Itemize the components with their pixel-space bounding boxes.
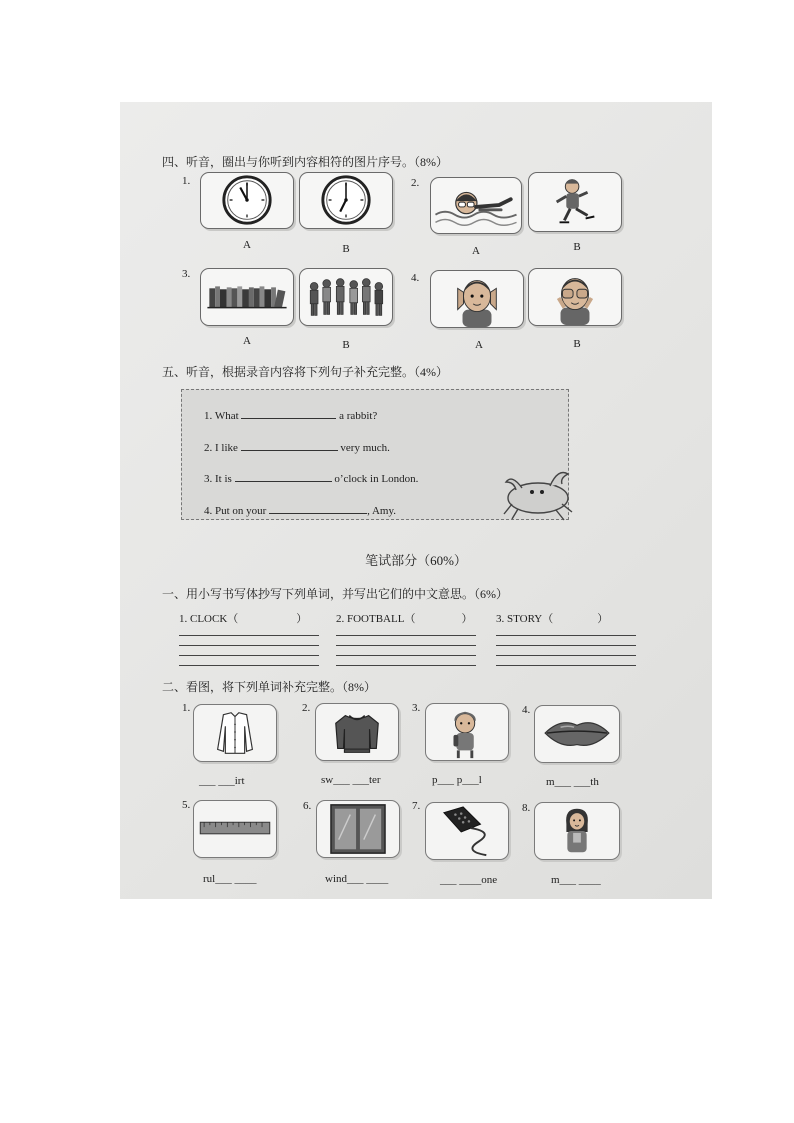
eyes-icon bbox=[529, 269, 621, 325]
item5-word[interactable]: rul___ ____ bbox=[203, 873, 257, 885]
item7-picture bbox=[425, 802, 509, 860]
q4-label-a: A bbox=[475, 339, 483, 351]
q3-option-b[interactable] bbox=[299, 268, 393, 326]
close-paren: ） bbox=[296, 613, 308, 625]
section4-title: 四、听音，圈出与你听到内容相符的图片序号。（8%） bbox=[162, 155, 448, 169]
sweater-icon bbox=[316, 704, 398, 760]
mouth-icon bbox=[535, 706, 619, 762]
clock-seven-icon bbox=[300, 173, 392, 228]
item2-number: 2. bbox=[302, 702, 311, 714]
sentence-text: very much. bbox=[340, 442, 390, 454]
sentence-1 bbox=[204, 407, 377, 422]
sentence-3 bbox=[204, 470, 418, 485]
close-paren: ） bbox=[597, 613, 609, 625]
part1-title: 一、用小写书写体抄写下列单词，并写出它们的中文意思。（6%） bbox=[162, 587, 508, 601]
item2-word[interactable]: sw___ ___ter bbox=[321, 774, 381, 786]
word-football bbox=[336, 610, 472, 626]
sentence-number: 4. bbox=[204, 505, 213, 517]
item6-number: 6. bbox=[303, 800, 312, 812]
item7-word[interactable]: ___ ____one bbox=[440, 874, 498, 886]
item1-number: 1. bbox=[182, 702, 191, 714]
q1-option-a[interactable] bbox=[200, 172, 294, 229]
worksheet-page bbox=[120, 102, 712, 899]
sentence-text: Put on your bbox=[215, 505, 267, 517]
q2-number: 2. bbox=[411, 177, 420, 189]
q1-label-a: A bbox=[243, 239, 251, 251]
sentence-text: o’clock in London. bbox=[334, 473, 419, 485]
books-icon bbox=[201, 269, 293, 325]
crab-icon bbox=[502, 464, 582, 522]
item3-picture bbox=[425, 703, 509, 761]
q1-label-b: B bbox=[342, 243, 350, 255]
children-icon bbox=[300, 269, 392, 325]
sentence-text: , Amy. bbox=[367, 505, 397, 517]
item6-picture bbox=[316, 800, 400, 858]
q1-option-b[interactable] bbox=[299, 172, 393, 229]
written-part-title: 笔试部分（60%） bbox=[365, 553, 467, 568]
q3-number: 3. bbox=[182, 268, 191, 280]
item4-number: 4. bbox=[522, 704, 531, 716]
q2-option-b[interactable] bbox=[528, 172, 622, 232]
q3-label-b: B bbox=[342, 339, 350, 351]
item5-picture bbox=[193, 800, 277, 858]
q2-label-b: B bbox=[573, 241, 581, 253]
clock-eleven-icon bbox=[201, 173, 293, 228]
item8-picture bbox=[534, 802, 620, 860]
item7-number: 7. bbox=[412, 800, 421, 812]
q3-label-a: A bbox=[243, 335, 251, 347]
ruler-icon bbox=[194, 801, 276, 857]
item8-number: 8. bbox=[522, 802, 531, 814]
sentence-text: I like bbox=[215, 442, 238, 454]
item4-word[interactable]: m___ ___th bbox=[546, 776, 599, 788]
sentence-number: 3. bbox=[204, 473, 213, 485]
q2-option-a[interactable] bbox=[430, 177, 522, 234]
word-label: 3. STORY（ bbox=[496, 613, 554, 625]
item6-word[interactable]: wind___ ____ bbox=[325, 873, 389, 885]
ears-icon bbox=[431, 271, 523, 327]
sentence-text: a rabbit? bbox=[339, 410, 378, 422]
section5-title: 五、听音，根据录音内容将下列句子补充完整。（4%） bbox=[162, 365, 448, 379]
item3-word[interactable]: p___ p___l bbox=[432, 774, 482, 786]
swimming-icon bbox=[431, 178, 521, 233]
item1-picture bbox=[193, 704, 277, 762]
pupil-icon bbox=[426, 704, 508, 760]
q1-number: 1. bbox=[182, 175, 191, 187]
word-clock bbox=[179, 610, 307, 626]
sentence-number: 1. bbox=[204, 410, 213, 422]
sentence-2 bbox=[204, 439, 390, 454]
item8-word[interactable]: m___ ____ bbox=[551, 874, 601, 886]
sentence-4 bbox=[204, 502, 396, 517]
item5-number: 5. bbox=[182, 799, 191, 811]
q4-number: 4. bbox=[411, 272, 420, 284]
q4-option-b[interactable] bbox=[528, 268, 622, 326]
sentence-text: It is bbox=[215, 473, 232, 485]
sentence-number: 2. bbox=[204, 442, 213, 454]
item2-picture bbox=[315, 703, 399, 761]
answer-blank[interactable] bbox=[241, 407, 336, 419]
item4-picture bbox=[534, 705, 620, 763]
shirt-icon bbox=[194, 705, 276, 761]
sentence-text: What bbox=[214, 410, 239, 422]
item3-number: 3. bbox=[412, 702, 421, 714]
part2-title: 二、看图，将下列单词补充完整。（8%） bbox=[162, 680, 376, 694]
word-story bbox=[496, 610, 608, 626]
word-label: 2. FOOTBALL（ bbox=[336, 613, 416, 625]
skating-icon bbox=[529, 173, 621, 231]
answer-blank[interactable] bbox=[269, 502, 367, 514]
q2-label-a: A bbox=[472, 245, 480, 257]
mother-icon bbox=[535, 803, 619, 859]
answer-blank[interactable] bbox=[241, 439, 338, 451]
answer-blank[interactable] bbox=[235, 470, 332, 482]
q4-label-b: B bbox=[573, 338, 581, 350]
window-icon bbox=[317, 801, 399, 857]
word-label: 1. CLOCK（ bbox=[179, 613, 239, 625]
q3-option-a[interactable] bbox=[200, 268, 294, 326]
phone-icon bbox=[426, 803, 508, 859]
item1-word[interactable]: ___ ___irt bbox=[199, 775, 245, 787]
q4-option-a[interactable] bbox=[430, 270, 524, 328]
close-paren: ） bbox=[461, 613, 473, 625]
